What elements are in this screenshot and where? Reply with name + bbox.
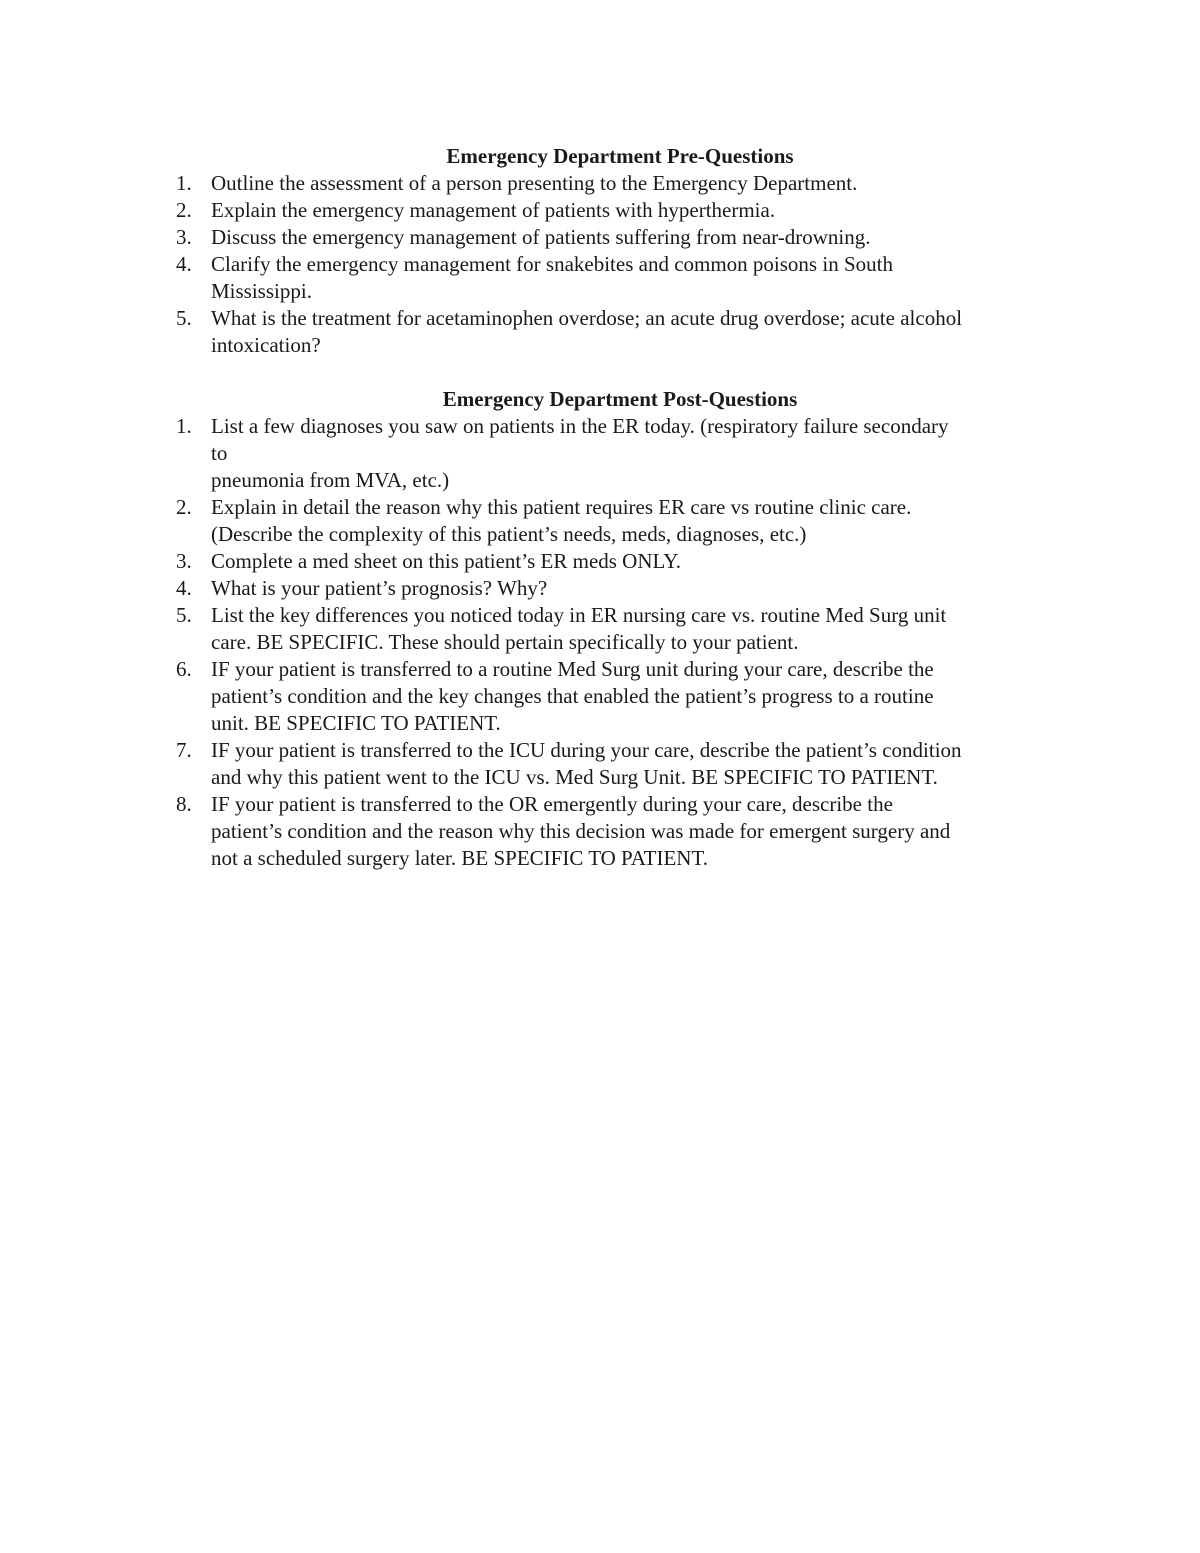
pre-question-item: [160, 305, 1060, 359]
item-number: 8.: [176, 792, 192, 816]
post-question-item: [160, 413, 1060, 494]
item-number: 3.: [176, 225, 192, 249]
post-question-item: [160, 791, 1060, 872]
post-questions-list: [160, 413, 1060, 872]
item-number: 2.: [176, 198, 192, 222]
item-number: 2.: [176, 495, 192, 519]
item-text: List the key differences you noticed today in ER nursing care vs. routine Med Surg unit care. BE SPECIFIC. These should pertain specifically to your patient.: [211, 603, 947, 654]
pre-question-item: [160, 224, 1060, 251]
item-text: Discuss the emergency management of patients suffering from near-drowning.: [211, 225, 871, 249]
pre-question-item: [160, 170, 1060, 197]
item-text: IF your patient is transferred to a routine Med Surg unit during your care, describe the patient’s condition and the key changes that enabled the patient’s progress to a routine unit. BE SPECIFIC TO PATIENT.: [211, 657, 934, 735]
item-text: List a few diagnoses you saw on patients in the ER today. (respiratory failure secondary to pneumonia from MVA, etc.): [211, 414, 949, 492]
pre-questions-section: [160, 143, 1060, 359]
item-number: 3.: [176, 549, 192, 573]
item-number: 4.: [176, 252, 192, 276]
pre-question-item: [160, 251, 1060, 305]
item-number: 1.: [176, 171, 192, 195]
item-text: What is your patient’s prognosis? Why?: [211, 576, 548, 600]
item-number: 5.: [176, 603, 192, 627]
item-text: Explain in detail the reason why this patient requires ER care vs routine clinic care. (Describe the complexity of this patient’s needs, meds, diagnoses, etc.): [211, 495, 912, 546]
pre-question-item: [160, 197, 1060, 224]
post-questions-section: [160, 386, 1060, 872]
item-text: What is the treatment for acetaminophen overdose; an acute drug overdose; acute alcohol intoxication?: [211, 306, 963, 357]
post-questions-heading: Emergency Department Post-Questions: [442, 387, 798, 411]
item-number: 7.: [176, 738, 192, 762]
post-question-item: [160, 656, 1060, 737]
item-text: IF your patient is transferred to the OR emergently during your care, describe the patient’s condition and the reason why this decision was made for emergent surgery and not a scheduled surgery later. BE SPECIFIC TO PATIENT.: [211, 792, 951, 870]
post-question-item: [160, 575, 1060, 602]
item-number: 6.: [176, 657, 192, 681]
item-text: Explain the emergency management of patients with hyperthermia.: [211, 198, 776, 222]
item-text: Outline the assessment of a person presenting to the Emergency Department.: [211, 171, 858, 195]
post-question-item: [160, 494, 1060, 548]
post-question-item: [160, 548, 1060, 575]
item-text: IF your patient is transferred to the ICU during your care, describe the patient’s condition and why this patient went to the ICU vs. Med Surg Unit. BE SPECIFIC TO PATIENT.: [211, 738, 962, 789]
item-text: Complete a med sheet on this patient’s ER meds ONLY.: [211, 549, 681, 573]
item-number: 4.: [176, 576, 192, 600]
pre-questions-heading: Emergency Department Pre-Questions: [446, 144, 794, 168]
item-number: 1.: [176, 414, 192, 438]
item-text: Clarify the emergency management for snakebites and common poisons in South Mississippi.: [211, 252, 893, 303]
pre-questions-list: [160, 170, 1060, 359]
post-question-item: [160, 602, 1060, 656]
post-question-item: [160, 737, 1060, 791]
item-number: 5.: [176, 306, 192, 330]
